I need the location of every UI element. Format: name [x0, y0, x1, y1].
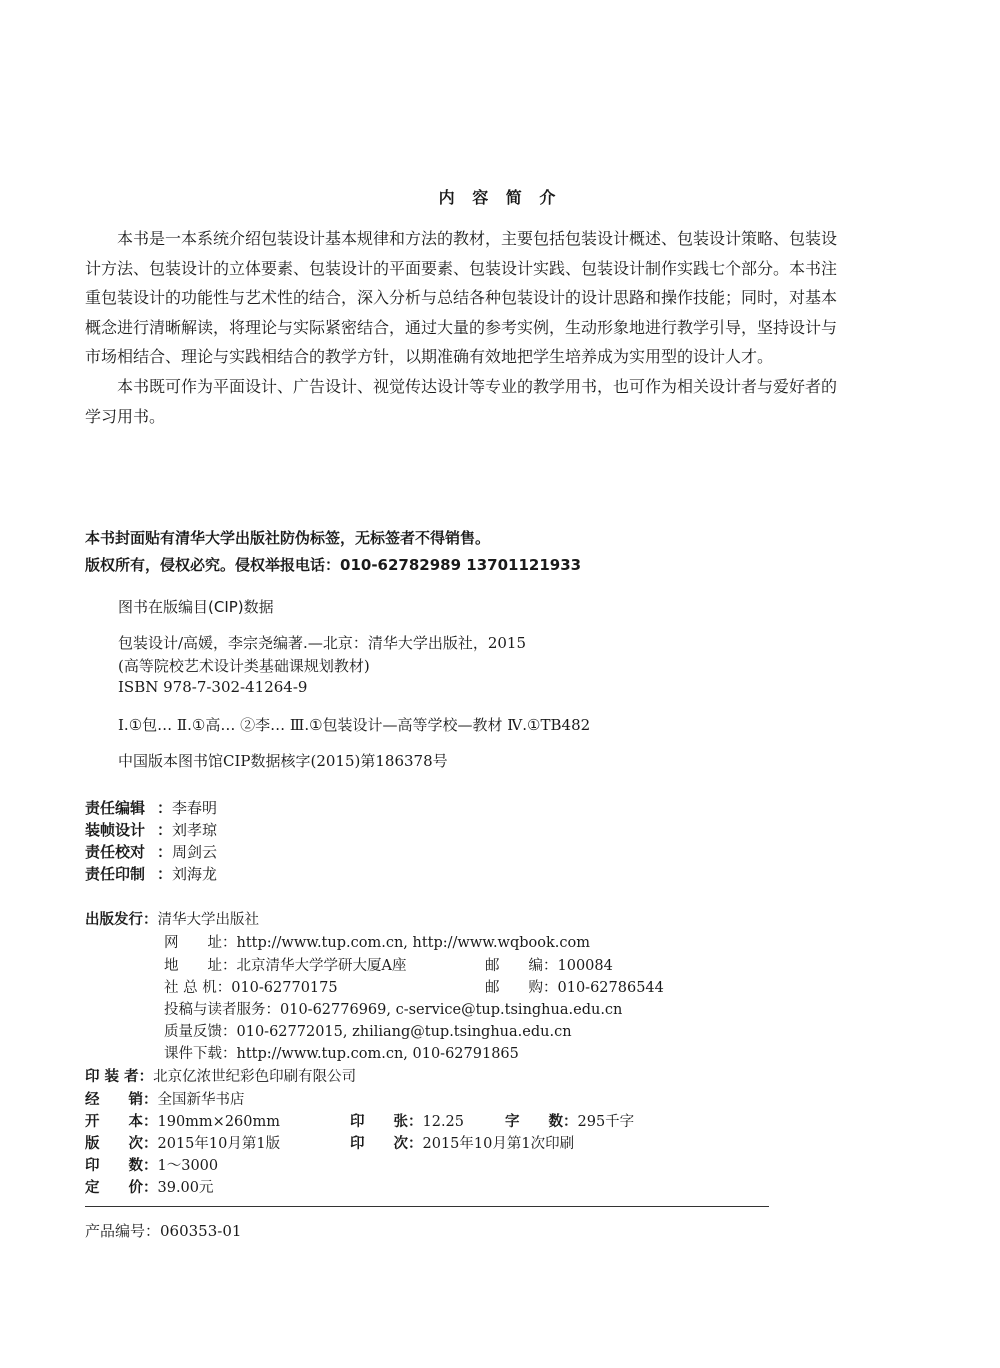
website-label: 网 址：	[164, 935, 237, 951]
staff-row: 责任校对 ：周剑云	[85, 843, 218, 861]
publisher-website-row	[164, 931, 590, 952]
sheets-row	[350, 1110, 464, 1131]
print-run-row	[85, 1154, 218, 1175]
wordcount-label: 字 数：	[505, 1114, 578, 1130]
zip-value: 100084	[557, 958, 613, 974]
distributor-row	[85, 1088, 245, 1109]
edition-value: 2015年10月第1版	[157, 1136, 281, 1152]
format-label: 开 本：	[85, 1114, 158, 1130]
staff-row: 责任印制 ：刘海龙	[85, 865, 218, 883]
staff-row: 责任编辑 ：李春明	[85, 799, 218, 817]
price-row	[85, 1176, 214, 1197]
cip-record-number: 中国版本图书馆CIP数据核字(2015)第186378号	[118, 752, 448, 770]
printing-row	[350, 1132, 574, 1153]
feedback-value: 010-62772015, zhiliang@tup.tsinghua.edu.cn	[236, 1024, 572, 1040]
summary-body	[85, 224, 885, 431]
printing-label: 印 次：	[350, 1136, 423, 1152]
switchboard-label: 社 总 机：	[164, 980, 232, 996]
summary-line: 计方法、包装设计的立体要素、包装设计的平面要素、包装设计实践、包装设计制作实践七个部分。本书注	[85, 258, 838, 278]
courseware-value: http://www.tup.com.cn, 010-62791865	[236, 1046, 519, 1062]
staff-row: 装帧设计 ：刘孝琼	[85, 821, 218, 839]
publisher-name: 清华大学出版社	[157, 912, 259, 928]
cip-series-line: (高等院校艺术设计类基础课规划教材)	[118, 657, 370, 675]
wordcount-row	[505, 1110, 634, 1131]
summary-line: 本书既可作为平面设计、广告设计、视觉传达设计等专业的教学用书，也可作为相关设计者与爱好者的	[117, 376, 838, 396]
edition-row	[85, 1132, 280, 1153]
feedback-label: 质量反馈：	[164, 1024, 237, 1040]
courseware-label: 课件下载：	[164, 1046, 237, 1062]
summary-heading: 内 容 简 介	[438, 188, 562, 207]
publisher-courseware-row	[164, 1042, 519, 1063]
price-label: 定 价：	[85, 1180, 158, 1196]
staff-name: 周剑云	[172, 843, 218, 861]
sheets-label: 印 张：	[350, 1114, 423, 1130]
publisher-service-row	[164, 998, 622, 1019]
website-value: http://www.tup.com.cn, http://www.wqbook.com	[236, 935, 590, 951]
switchboard-value: 010-62770175	[231, 980, 338, 996]
summary-paragraph-1	[85, 224, 885, 254]
publisher-zip-row	[485, 954, 613, 975]
publisher-label: 出版发行：	[85, 912, 158, 928]
summary-line: 学习用书。	[85, 406, 166, 426]
summary-line: 概念进行清晰解读，将理论与实际紧密结合，通过大量的参考实例，生动形象地进行教学引导，坚持设计与	[85, 317, 838, 337]
printing-value: 2015年10月第1次印刷	[422, 1136, 575, 1152]
zip-label: 邮 编：	[485, 958, 558, 974]
address-value: 北京清华大学学研大厦A座	[236, 958, 407, 974]
format-row	[85, 1110, 280, 1131]
summary-line: 本书是一本系统介绍包装设计基本规律和方法的教材，主要包括包装设计概述、包装设计策略、包装设	[117, 229, 838, 248]
print-run-value: 1～3000	[157, 1158, 219, 1174]
divider-rule	[85, 1206, 769, 1207]
anti-counterfeit-notice: 本书封面贴有清华大学出版社防伪标签，无标签者不得销售。	[85, 529, 491, 547]
copyright-notice: 版权所有，侵权必究。侵权举报电话：010-62782989 13701121933	[85, 556, 582, 574]
summary-paragraph-1-cont	[85, 254, 885, 372]
publisher-row	[85, 908, 259, 929]
price-value: 39.00元	[157, 1180, 214, 1196]
address-label: 地 址：	[164, 958, 237, 974]
mailorder-value: 010-62786544	[557, 980, 664, 996]
summary-line: 重包装设计的功能性与艺术性的结合，深入分析与总结各种包装设计的设计思路和操作技能；同时，对基本	[85, 288, 838, 308]
summary-paragraph-2	[85, 372, 885, 402]
sheets-value: 12.25	[422, 1114, 465, 1130]
publisher-feedback-row	[164, 1020, 572, 1041]
staff-name: 刘孝琼	[172, 821, 218, 839]
printer-label: 印 装 者：	[85, 1069, 154, 1085]
cip-heading: 图书在版编目(CIP)数据	[118, 598, 274, 616]
staff-role: 责任编辑	[85, 799, 146, 817]
staff-role: 责任校对	[85, 843, 146, 861]
printer-row	[85, 1065, 356, 1086]
printer-value: 北京亿浓世纪彩色印刷有限公司	[153, 1069, 357, 1085]
cip-title-line: 包装设计/高媛，李宗尧编著.—北京：清华大学出版社，2015	[118, 634, 526, 652]
distributor-value: 全国新华书店	[157, 1092, 245, 1108]
staff-name: 刘海龙	[172, 865, 218, 883]
wordcount-value: 295千字	[577, 1114, 635, 1130]
staff-role: 装帧设计	[85, 821, 146, 839]
edition-label: 版 次：	[85, 1136, 158, 1152]
distributor-label: 经 销：	[85, 1092, 158, 1108]
staff-name: 李春明	[172, 799, 218, 817]
summary-line: 市场相结合、理论与实践相结合的教学方针，以期准确有效地把学生培养成为实用型的设计人才。	[85, 347, 774, 367]
cip-isbn: ISBN 978-7-302-41264-9	[118, 678, 308, 696]
cip-classification: Ⅰ.①包… Ⅱ.①高… ②李… Ⅲ.①包装设计—高等学校—教材 Ⅳ.①TB482	[118, 716, 591, 734]
summary-paragraph-2-cont	[85, 402, 885, 432]
format-value: 190mm×260mm	[157, 1114, 280, 1130]
product-code: 产品编号：060353-01	[85, 1222, 242, 1240]
service-value: 010-62776969, c-service@tup.tsinghua.edu.cn	[280, 1002, 623, 1018]
staff-role: 责任印制	[85, 865, 146, 883]
publisher-mailorder-row	[485, 976, 664, 997]
mailorder-label: 邮 购：	[485, 980, 558, 996]
publisher-switchboard-row	[164, 976, 338, 997]
publisher-address-row	[164, 954, 406, 975]
service-label: 投稿与读者服务：	[164, 1002, 280, 1018]
print-run-label: 印 数：	[85, 1158, 158, 1174]
